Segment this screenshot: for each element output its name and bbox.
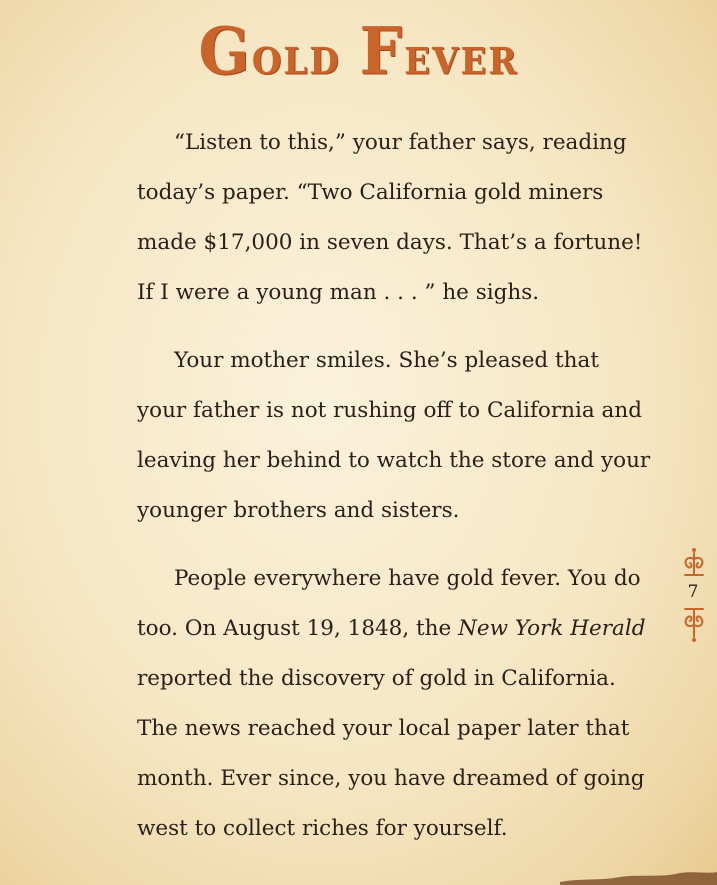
text-run: too. On August 19, 1848, the bbox=[137, 616, 459, 641]
text-line: made $17,000 in seven days. That’s a fortune! bbox=[137, 230, 643, 255]
text-line: your father is not rushing off to California and bbox=[137, 398, 642, 423]
page-title bbox=[0, 14, 717, 90]
text-line: west to collect riches for yourself. bbox=[137, 816, 508, 841]
text-line: People everywhere have gold fever. You do bbox=[174, 566, 641, 591]
text-line: younger brothers and sisters. bbox=[137, 498, 460, 523]
text-line: If I were a young man . . . ” he sighs. bbox=[137, 280, 540, 305]
paragraph-1 bbox=[137, 118, 657, 318]
body-text bbox=[137, 118, 657, 872]
title-initial-f: F bbox=[359, 14, 405, 90]
title-word-fever: ever bbox=[404, 26, 519, 87]
text-line: month. Ever since, you have dreamed of going bbox=[137, 766, 645, 791]
text-line: Your mother smiles. She’s pleased that bbox=[174, 348, 599, 373]
torn-edge-decoration bbox=[560, 868, 717, 885]
text-line bbox=[137, 604, 657, 654]
title-initial-g: G bbox=[198, 14, 252, 90]
text-line: leaving her behind to watch the store and your bbox=[137, 448, 651, 473]
paragraph-3 bbox=[137, 554, 657, 854]
text-line: reported the discovery of gold in California. bbox=[137, 666, 616, 691]
newspaper-name: New York Herald bbox=[458, 616, 646, 641]
paragraph-2 bbox=[137, 336, 657, 536]
title-word-gold: old bbox=[251, 26, 341, 87]
text-line: “Listen to this,” your father says, reading bbox=[174, 130, 627, 155]
text-line: today’s paper. “Two California gold miners bbox=[137, 180, 604, 205]
text-line: The news reached your local paper later that bbox=[137, 716, 630, 741]
page-number: 7 bbox=[687, 582, 699, 602]
